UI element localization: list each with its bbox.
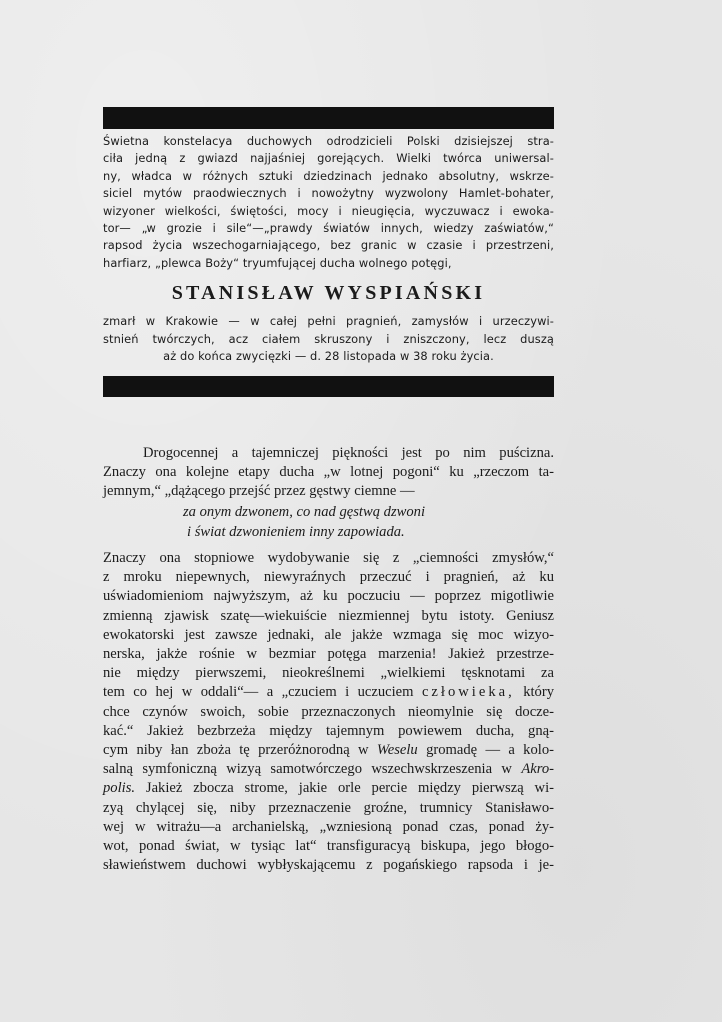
notice-line: zmarł w Krakowie — w całej pełni pragnień, zamysłów i urzeczywi- <box>103 314 554 329</box>
body-line: kać.“ Jakież bezbrzeża między tajemnym powiewem ducha, gną- <box>103 722 554 739</box>
notice-line: ny, władca w różnych sztuki dziedzinach jednako absolutny, wskrze- <box>103 168 554 183</box>
body-line: nie między pierwszemi, nieokreślnemi „wielkiemi tęsknotami za <box>103 665 554 682</box>
deceased-name-heading: STANISŁAW WYSPIAŃSKI <box>171 282 486 305</box>
body-line: nerska, jakże rośnie w bezmiar potęga marzenia! Jakież przestrze- <box>103 646 554 663</box>
verse-line: za onym dzwonem, co nad gęstwą dzwoni <box>183 503 426 520</box>
body-line: zyą chylącej się, niby przeznaczenie groźne, trumnicy Stanisławo- <box>103 799 554 816</box>
verse-line: i świat dzwonieniem inny zapowiada. <box>187 523 405 540</box>
body-line <box>103 741 554 760</box>
notice-line: ciła jedną z gwiazd najjaśniej gorejących. Wielki twórca uniwersal- <box>103 151 554 166</box>
body-text-run: który <box>523 684 555 701</box>
obituary-notice <box>103 133 554 365</box>
body-line: wot, ponad świat, w tysiąc lat“ transfiguracyą biskupa, jego błogo- <box>103 838 554 855</box>
body-line: uświadomieniom najwyższym, aż ku poczuciu — poprzez migotliwie <box>103 588 554 605</box>
notice-line: tor— „w grozie i sile“—„prawdy światów innych, wiedzy zaświatów,“ <box>103 221 554 236</box>
italic-title-akropolis: Akro- <box>521 761 554 778</box>
notice-line: aż do końca zwycięzki — d. 28 listopada w 38 roku życia. <box>163 349 494 364</box>
black-mourning-bar-bottom <box>103 376 554 397</box>
body-line: Znaczy ona stopniowe wydobywanie się z „ciemności zmysłów,“ <box>103 550 554 567</box>
body-line <box>103 779 554 798</box>
body-text-run: tem co hej w oddali“— a „czuciem i uczuciem <box>103 684 414 701</box>
body-line: zmienną zjawisk szatę—wiekuiście niezmiennej bytu istoty. Geniusz <box>103 607 554 624</box>
body-line: wej w witrażu—a archanielską, „wzniesioną ponad czas, ponad ży- <box>103 818 554 835</box>
notice-line: Świetna konstelacya duchowych odrodzicieli Polski dzisiejszej stra- <box>103 134 554 148</box>
notice-line: rapsod życia wszechogarniającego, bez granic w czasie i przestrzeni, <box>103 238 554 253</box>
notice-line: harfiarz, „plewca Boży“ tryumfującej ducha wolnego potęgi, <box>103 255 452 270</box>
italic-title-akropolis-end: polis. <box>103 780 136 797</box>
body-text-run: Jakież zbocza strome, jakie orle percie między pierwszą wi- <box>145 780 554 797</box>
body-line: ewokatorski jest zawsze jednaki, ale jakże wzmaga się moc wizyo- <box>103 626 554 643</box>
body-line: Drogocennej a tajemniczej piękności jest po nim puścizna. <box>143 445 554 461</box>
spaced-emphasis: człowieka, <box>421 684 515 701</box>
body-text-run: cym niby łan zboża tę przeróżnorodną w <box>103 742 369 759</box>
body-text-run: gromadę — a kolo- <box>426 742 554 759</box>
notice-line: wizyoner wielkości, świętości, mocy i nieugięcia, wyczuwacz i ewoka- <box>103 203 554 218</box>
body-line: sławieństwem duchowi wybłyskającemu z pogańskiego rapsoda i je- <box>103 857 554 874</box>
body-paragraph <box>103 444 554 875</box>
body-line: z mroku niepewnych, niewyraźnych przeczuć i pragnień, aż ku <box>103 569 554 586</box>
notice-line: siciel mytów praodwiecznych i nowożytny wyzwolony Hamlet-bohater, <box>103 186 554 201</box>
body-text-run: salną symfoniczną wizyą samotwórczego wszechwskrzeszenia w <box>103 761 512 778</box>
body-line: chce czynów swoich, sobie przeznaczonych nieomylnie się docze- <box>103 703 554 720</box>
black-mourning-bar-top <box>103 107 554 129</box>
body-line <box>103 683 554 702</box>
body-line <box>103 760 554 779</box>
body-line: jemnym,“ „dążącego przejść przez gęstwy ciemne — <box>103 483 415 500</box>
italic-title-wesele: Weselu <box>376 742 418 759</box>
notice-line: stnień twórczych, acz ciałem skruszony i zniszczony, lecz duszą <box>103 331 554 346</box>
body-line: Znaczy ona kolejne etapy ducha „w lotnej pogoni“ ku „rzeczom ta- <box>103 464 554 481</box>
